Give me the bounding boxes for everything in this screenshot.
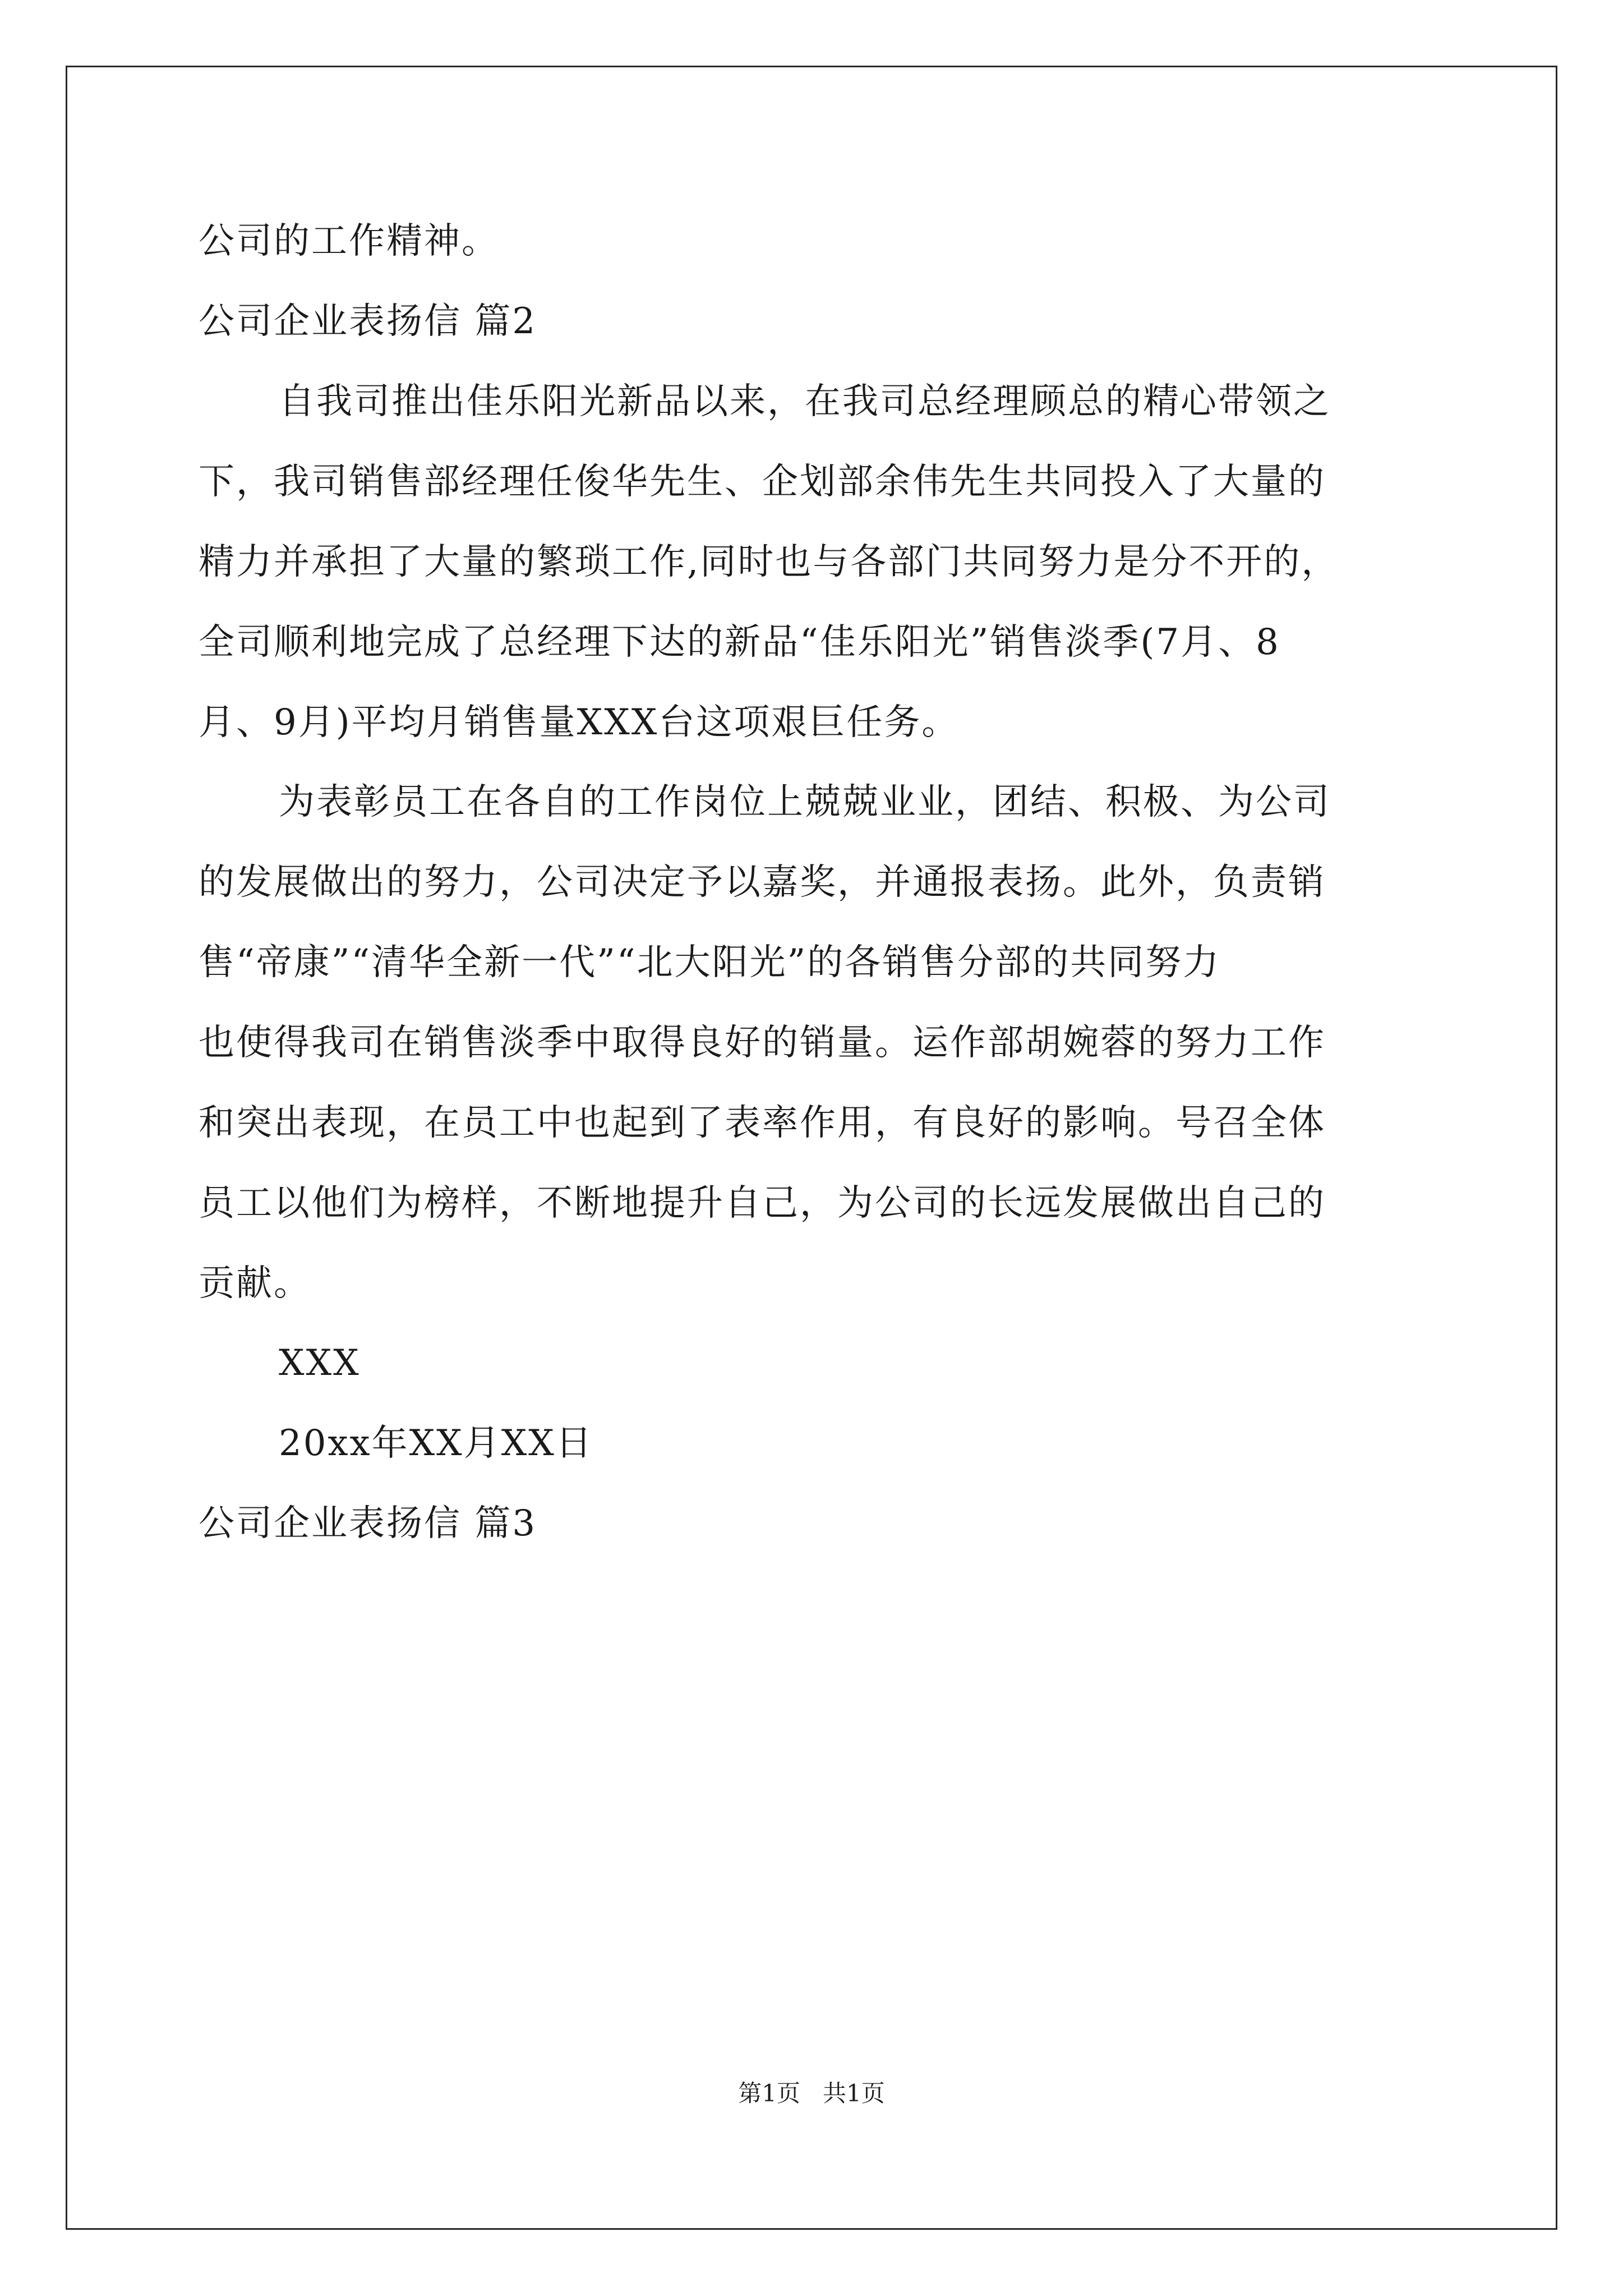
paragraph-2-line-7: 贡献。 bbox=[199, 1263, 311, 1304]
page-number-current: 第1页 bbox=[738, 2079, 800, 2107]
signature-date: 20xx年XX月XX日 bbox=[279, 1423, 593, 1464]
paragraph-2-line-6: 员工以他们为榜样，不断地提升自己，为公司的长远发展做出自己的 bbox=[199, 1182, 1326, 1224]
paragraph-2-line-3: 售“帝康”“清华全新一代”“北大阳光”的各销售分部的共同努力 bbox=[199, 942, 1221, 983]
paragraph-2-line-2: 的发展做出的努力，公司决定予以嘉奖，并通报表扬。此外，负责销 bbox=[199, 862, 1326, 903]
paragraph-1-line-2: 下，我司销售部经理任俊华先生、企划部余伟先生共同投入了大量的 bbox=[199, 461, 1326, 503]
paragraph-1-line-5: 月、9月)平均月销售量XXX台这项艰巨任务。 bbox=[199, 702, 960, 743]
paragraph-2-line-1: 为表彰员工在各自的工作岗位上兢兢业业，团结、积极、为公司 bbox=[279, 781, 1331, 823]
page-number-total: 共1页 bbox=[823, 2079, 885, 2107]
paragraph-2-line-4: 也使得我司在销售淡季中取得良好的销量。运作部胡婉蓉的努力工作 bbox=[199, 1022, 1326, 1064]
paragraph-1-line-1: 自我司推出佳乐阳光新品以来，在我司总经理顾总的精心带领之 bbox=[279, 381, 1331, 422]
section-heading-2: 公司企业表扬信 篇2 bbox=[199, 301, 537, 342]
paragraph-1-line-4: 全司顺利地完成了总经理下达的新品“佳乐阳光”销售淡季(7月、8 bbox=[199, 622, 1280, 663]
page-footer bbox=[0, 2079, 1623, 2107]
signature-name: XXX bbox=[279, 1342, 361, 1384]
text-line-continuation: 公司的工作精神。 bbox=[199, 220, 499, 262]
section-heading-3: 公司企业表扬信 篇3 bbox=[199, 1503, 537, 1544]
paragraph-1-line-3: 精力并承担了大量的繁琐工作,同时也与各部门共同努力是分不开的， bbox=[199, 541, 1339, 583]
paragraph-2-line-5: 和突出表现，在员工中也起到了表率作用，有良好的影响。号召全体 bbox=[199, 1102, 1326, 1144]
